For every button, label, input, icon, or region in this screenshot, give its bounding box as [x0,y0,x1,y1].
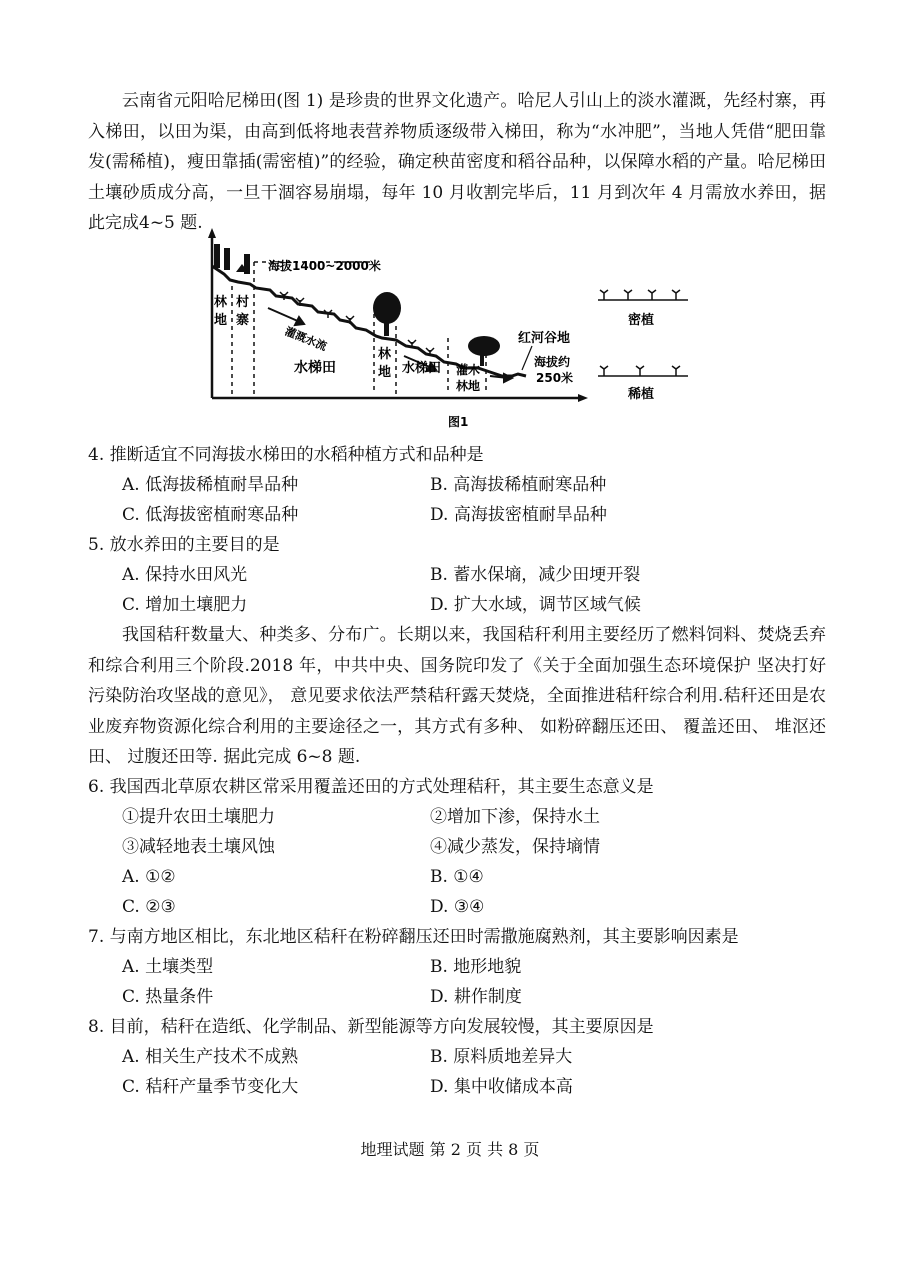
question-8-option-c[interactable]: C. 秸秆产量季节变化大 [122,1077,299,1097]
question-8-option-a[interactable]: A. 相关生产技术不成熟 [122,1047,299,1067]
question-6-option-c[interactable]: C. ②③ [122,897,176,917]
question-7-stem: 7. 与南方地区相比，东北地区秸秆在粉碎翻压还田时需撒施腐熟剂，其主要影响因素是 [88,927,739,947]
figure-caption: 图1 [448,415,469,429]
question-7-option-d[interactable]: D. 耕作制度 [430,987,522,1007]
village-label-a: 村 [236,295,250,310]
question-4-option-b[interactable]: B. 高海拔稀植耐寒品种 [430,475,607,495]
legend-sparse-label: 稀植 [628,387,655,402]
passage-straw-utilization: 我国秸秆数量大、种类多、分布广。长期以来，我国秸秆利用主要经历了燃料饲料、焚烧丢弃和综合利用三个阶段.2018 年，中共中央、国务院印发了《关于全面加强生态环境保护 坚决打好污染防治攻坚战的意见》， 意见要求依法严禁秸秆露天焚烧，全面推进秸秆综合利用.秸秆还田是农业废弃物资源化综合利用的主要途径之一，其方式有多种、 如粉碎翻压还田、 覆盖还田、 堆沤还田、 过腹还田等. 据此完成 6~8 题. [88,625,826,767]
page-footer: 地理试题 第 2 页 共 8 页 [360,1140,540,1159]
question-4-option-a[interactable]: A. 低海拔稀植耐旱品种 [122,475,299,495]
question-5-option-a[interactable]: A. 保持水田风光 [122,565,248,585]
question-6-option-b[interactable]: B. ①④ [430,867,484,887]
question-8-option-d[interactable]: D. 集中收储成本高 [430,1077,573,1097]
question-5-option-b[interactable]: B. 蓄水保墒，减少田埂开裂 [430,565,641,585]
question-7-option-b[interactable]: B. 地形地貌 [430,957,522,977]
question-4-option-d[interactable]: D. 高海拔密植耐旱品种 [430,505,607,525]
question-6-option-a[interactable]: A. ①② [122,867,176,887]
question-5-stem: 5. 放水养田的主要目的是 [88,535,280,555]
question-5-option-d[interactable]: D. 扩大水域，调节区域气候 [430,595,641,615]
passage-hani-terraces: 云南省元阳哈尼梯田(图 1) 是珍贵的世界文化遗产。哈尼人引山上的淡水灌溉，先经村寨，再入梯田，以田为渠，由高到低将地表营养物质逐级带入梯田，称为“水冲肥”，当地人凭借“肥田靠发(需稀植)，瘦田靠插(需密植)”的经验，确定秧苗密度和稻谷品种，以保障水稻的产量。哈尼梯田土壤砂质成分高，一旦干涸容易崩塌，每年 10 月收割完毕后，11 月到次年 4 月需放水养田，据此完成4~5 题. [88,91,826,233]
question-6-stem: 6. 我国西北草原农耕区常采用覆盖还田的方式处理秸秆，其主要生态意义是 [88,777,654,797]
question-7-option-c[interactable]: C. 热量条件 [122,987,214,1007]
question-8-stem: 8. 目前，秸秆在造纸、化学制品、新型能源等方向发展较慢，其主要原因是 [88,1017,654,1037]
valley-label: 红河谷地 [518,331,571,346]
shrub-label-a: 灌木 [456,363,481,377]
figure-hani-terraces [200,226,705,440]
altitude-low-label-a: 海拔约 [534,355,571,369]
legend-dense-label: 密植 [628,313,655,328]
question-7-option-a[interactable]: A. 土壤类型 [122,957,214,977]
water-flow-label: 灌溉水流 [282,324,329,354]
question-8-option-b[interactable]: B. 原料质地差异大 [430,1047,573,1067]
altitude-high-label: 海拔1400~2000米 [268,259,381,273]
question-5-option-c[interactable]: C. 增加土壤肥力 [122,595,248,615]
village-label-b: 寨 [236,313,250,328]
shrub-label-b: 林地 [456,379,481,393]
question-6-statement-2: ②增加下渗，保持水土 [430,807,600,827]
legend-dense-icon [598,290,688,300]
forest-label-1a: 林 [214,295,228,310]
question-4-option-c[interactable]: C. 低海拔密植耐寒品种 [122,505,299,525]
question-6-statement-1: ①提升农田土壤肥力 [122,807,275,827]
terrace-label-1: 水梯田 [294,360,336,376]
question-6-statement-3: ③减轻地表土壤风蚀 [122,837,275,857]
question-4-stem: 4. 推断适宜不同海拔水梯田的水稻种植方式和品种是 [88,445,484,465]
forest-label-1b: 地 [214,313,228,328]
terrace-label-2: 水梯田 [402,361,442,376]
legend-sparse-icon [598,366,688,376]
forest-label-2a: 林 [378,347,392,362]
altitude-low-label-b: 250米 [536,371,574,385]
question-6-option-d[interactable]: D. ③④ [430,897,485,917]
forest-label-2b: 地 [378,365,392,380]
question-6-statement-4: ④减少蒸发，保持墒情 [430,837,600,857]
